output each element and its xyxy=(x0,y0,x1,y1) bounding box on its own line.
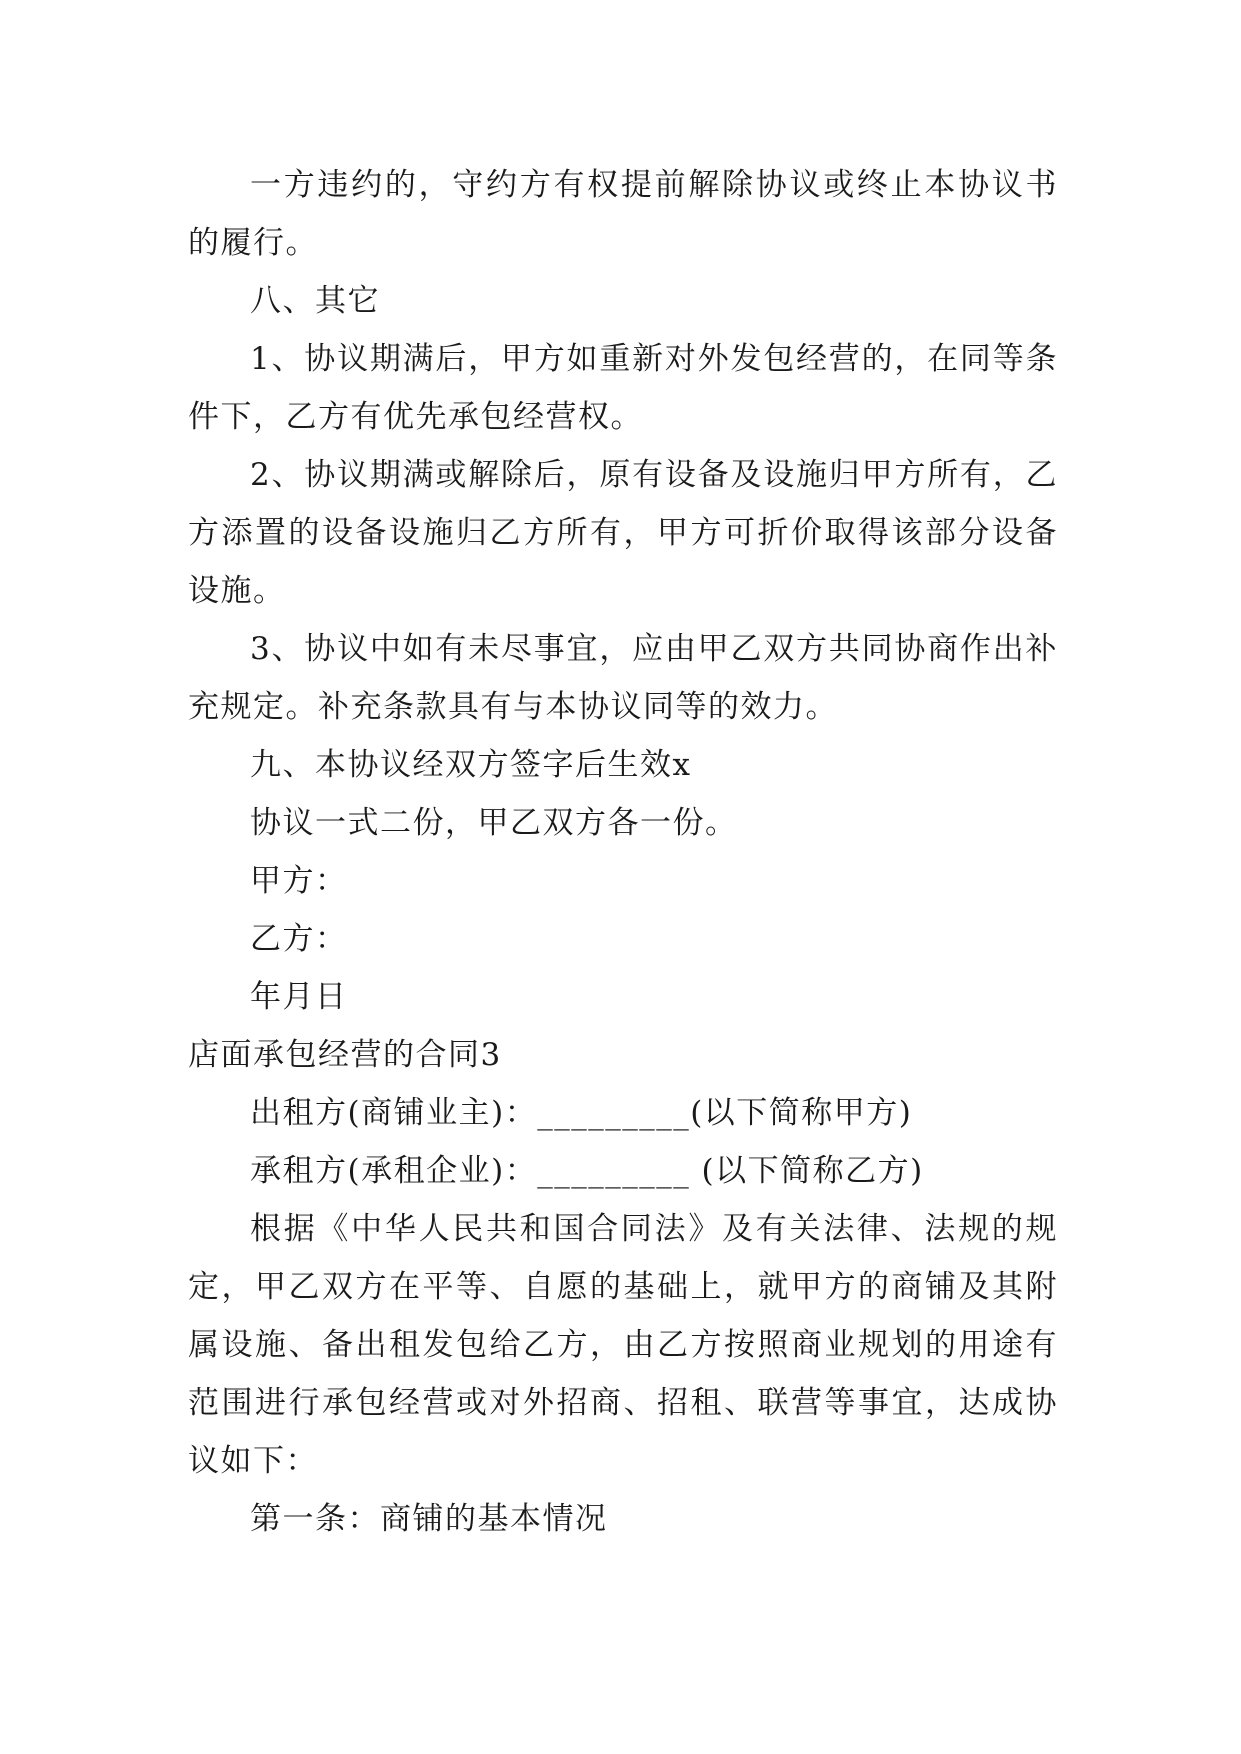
signature-date: 年月日 xyxy=(250,979,348,1015)
article-1-heading: 第一条：商铺的基本情况 xyxy=(250,1501,608,1537)
document-body xyxy=(188,156,1058,1548)
clause-3-supplementary: 3、协议中如有未尽事宜，应由甲乙双方共同协商作出补充规定。补充条款具有与本协议同等的效力。 xyxy=(188,631,1058,725)
paragraph-copies: 协议一式二份，甲乙双方各一份。 xyxy=(250,805,738,841)
paragraph-breach-termination: 一方违约的，守约方有权提前解除协议或终止本协议书的履行。 xyxy=(188,167,1058,261)
lessor-line: 出租方(商铺业主)：_________(以下简称甲方) xyxy=(250,1095,913,1131)
section-heading-effective: 九、本协议经双方签字后生效x xyxy=(250,747,692,783)
contract-title: 店面承包经营的合同3 xyxy=(188,1037,502,1073)
clause-1-priority-right: 1、协议期满后，甲方如重新对外发包经营的，在同等条件下，乙方有优先承包经营权。 xyxy=(188,341,1058,435)
section-heading-other: 八、其它 xyxy=(250,283,380,319)
paragraph-preamble: 根据《中华人民共和国合同法》及有关法律、法规的规定，甲乙双方在平等、自愿的基础上，就甲方的商铺及其附属设施、备出租发包给乙方，由乙方按照商业规划的用途有范围进行承包经营或对外招商、招租、联营等事宜，达成协议如下： xyxy=(188,1211,1058,1479)
lessee-line: 承租方(承租企业)：_________ (以下简称乙方) xyxy=(250,1153,924,1189)
signature-party-a: 甲方： xyxy=(250,863,348,899)
signature-party-b: 乙方： xyxy=(250,921,348,957)
clause-2-equipment-ownership: 2、协议期满或解除后，原有设备及设施归甲方所有，乙方添置的设备设施归乙方所有，甲方可折价取得该部分设备设施。 xyxy=(188,457,1058,609)
